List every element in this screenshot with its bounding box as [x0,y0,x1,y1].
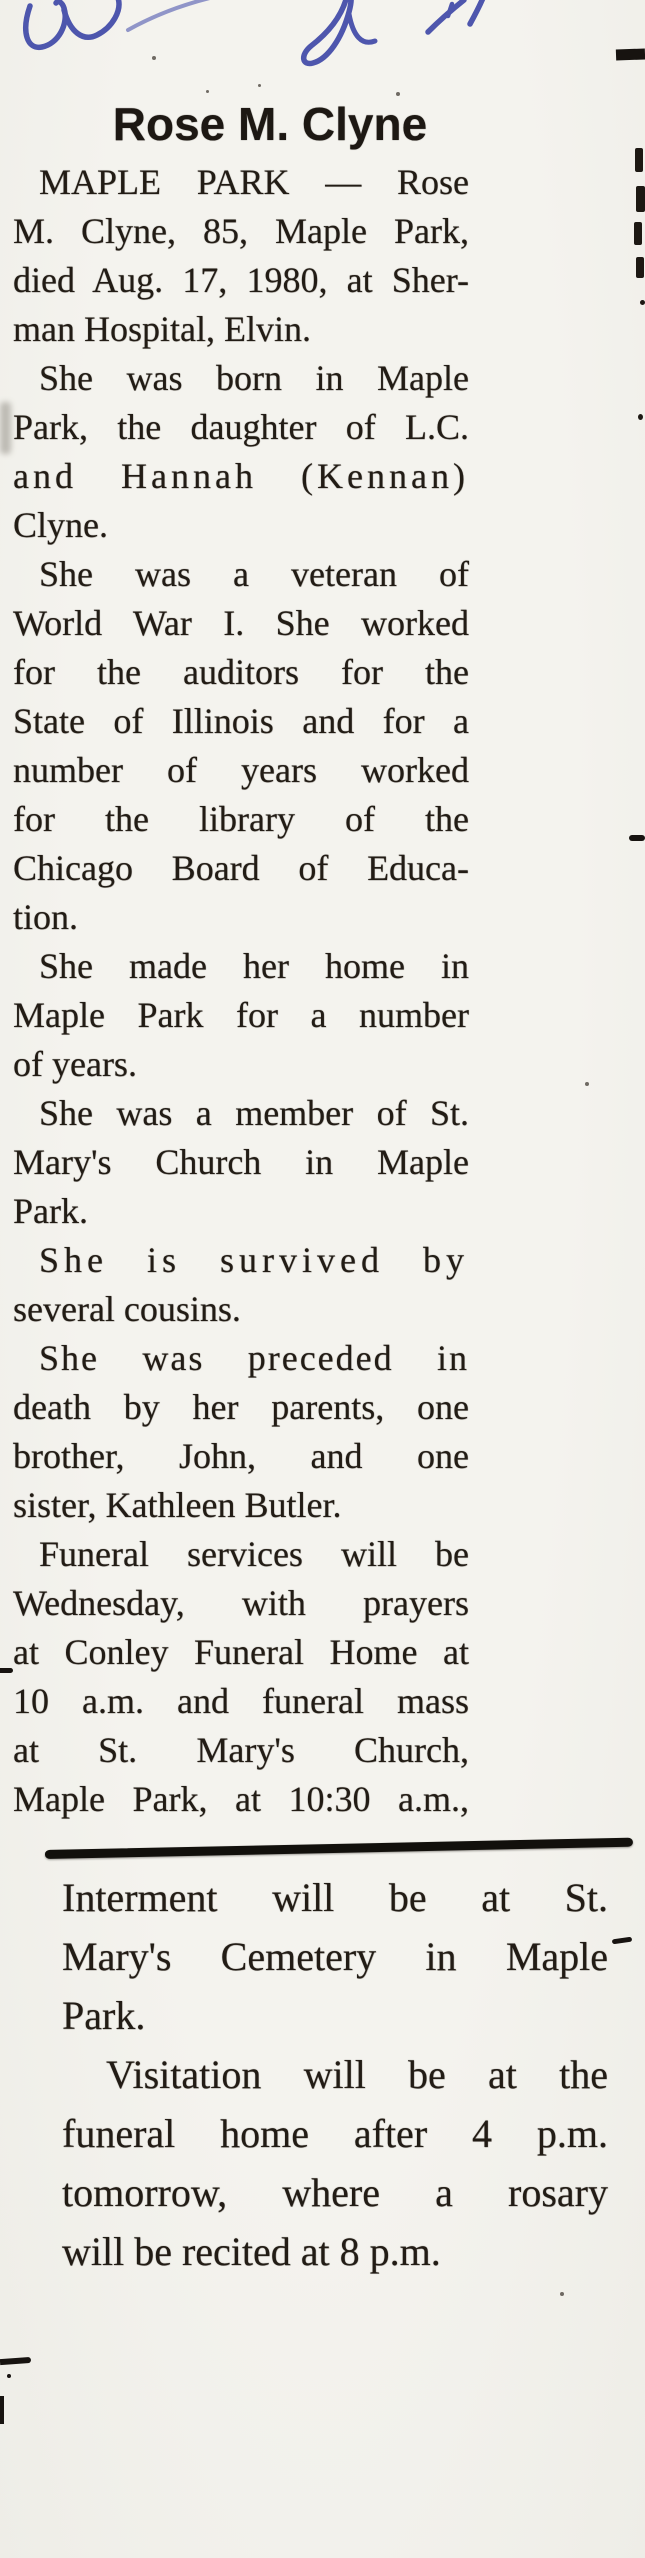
adjacent-column-fragment [638,414,643,420]
text-line: Park, the daughter of L.C. [13,407,469,447]
text-line: 10 a.m. and funeral mass [13,1681,469,1721]
paper-speck [585,1082,589,1086]
text-line: Park. [13,1191,88,1231]
scan-smudge [0,402,11,454]
text-line: tion. [13,897,79,937]
text-line: MAPLE PARK — Rose [39,162,469,202]
adjacent-column-fragment [634,222,642,245]
text-line: Maple Park, at 10:30 a.m., [13,1779,469,1819]
text-line: She made her home in [39,946,469,986]
paragraph [62,2045,608,2281]
text-line: State of Illinois and for a [13,701,469,741]
text-line: death by her parents, one [13,1387,469,1427]
adjacent-column-fragment [636,257,644,278]
paper-speck [206,90,209,93]
obituary-lower [62,1868,608,2281]
text-line: and Hannah (Kennan) [13,456,469,496]
handwriting-ink [0,0,645,112]
paragraph [13,1089,469,1236]
paragraph [13,550,469,942]
obituary-body [13,158,469,1824]
adjacent-column-fragment [640,300,645,305]
text-line: at St. Mary's Church, [13,1730,469,1770]
text-line: died Aug. 17, 1980, at Sher- [13,260,469,300]
text-line: of years. [13,1044,137,1084]
text-line: will be recited at 8 p.m. [62,2229,441,2274]
text-line: Funeral services will be [39,1534,469,1574]
edge-sliver-mark [0,2396,4,2424]
text-line: man Hospital, Elvin. [13,309,311,349]
stray-dash-mark [612,1937,633,1945]
text-line: for the library of the [13,799,469,839]
edge-dash-mark [0,1668,13,1673]
text-line: Interment will be at St. [62,1875,608,1920]
text-line: sister, Kathleen Butler. [13,1485,342,1525]
text-line: several cousins. [13,1289,241,1329]
paper-speck [258,84,261,87]
text-line: brother, John, and one [13,1436,469,1476]
text-line: Mary's Church in Maple [13,1142,469,1182]
text-line: Visitation will be at the [106,2052,608,2097]
section-divider-rule [45,1838,633,1859]
paragraph [13,1236,469,1334]
text-line: M. Clyne, 85, Maple Park, [13,211,469,251]
text-line: She was a veteran of [39,554,469,594]
text-line: She was preceded in [39,1338,469,1378]
adjacent-column-fragment [636,186,645,212]
obituary-headline: Rose M. Clyne [112,98,428,150]
text-line: World War I. She worked [13,603,469,643]
edge-dash-mark [629,835,645,841]
paper-speck [152,56,156,60]
adjacent-column-fragment [635,148,643,172]
paragraph [13,1334,469,1530]
text-line: number of years worked [13,750,469,790]
paper-speck [7,2374,11,2378]
torn-edge-ink-bar [616,48,645,60]
text-line: Maple Park for a number [13,995,469,1035]
text-line: She was born in Maple [39,358,469,398]
paragraph [13,942,469,1089]
text-line: Park. [62,1993,146,2038]
text-line: Chicago Board of Educa- [13,848,469,888]
text-line: She was a member of St. [39,1093,469,1133]
text-line: funeral home after 4 p.m. [62,2111,608,2156]
text-line: Mary's Cemetery in Maple [62,1934,608,1979]
paragraph [13,1530,469,1824]
text-line: at Conley Funeral Home at [13,1632,469,1672]
edge-dash-mark [0,2357,31,2365]
paper-speck [560,2292,564,2296]
text-line: tomorrow, where a rosary [62,2170,608,2215]
paper-speck [396,92,400,96]
text-line: She is survived by [39,1240,469,1280]
text-line: Wednesday, with prayers [13,1583,469,1623]
paragraph [13,158,469,354]
paragraph [13,354,469,550]
text-line: for the auditors for the [13,652,469,692]
text-line: Clyne. [13,505,108,545]
paragraph [62,1868,608,2045]
